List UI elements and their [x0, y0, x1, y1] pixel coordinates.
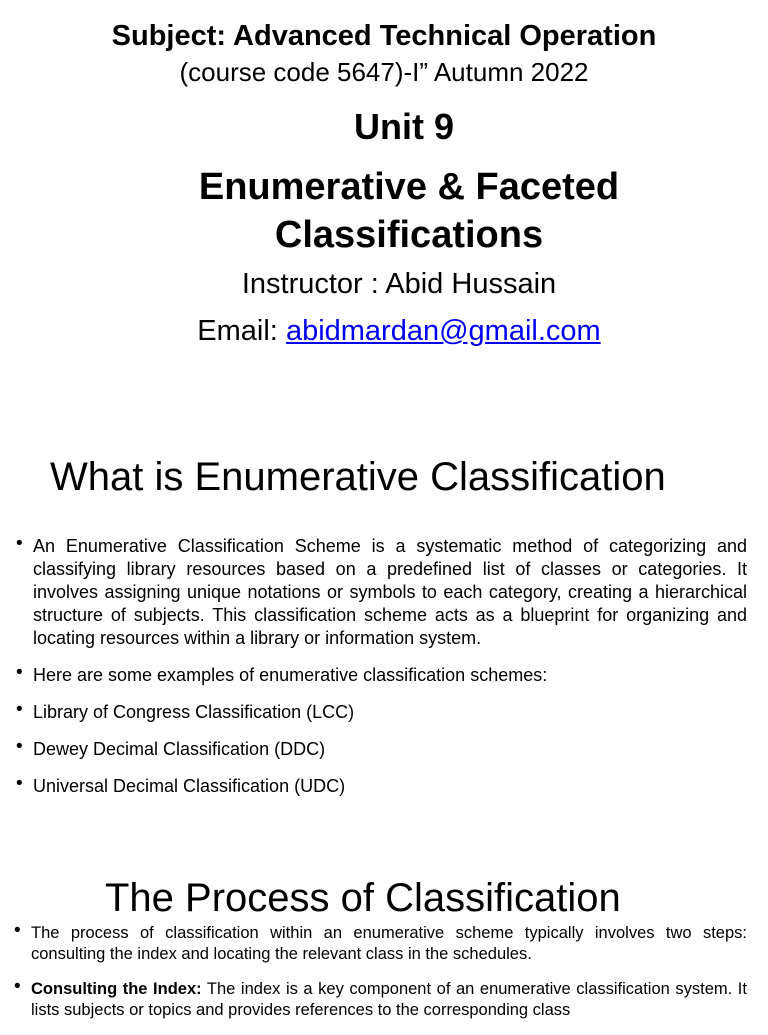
- title-line-2: Classifications: [274, 214, 544, 256]
- list-item: • Dewey Decimal Classification (DDC): [33, 738, 747, 761]
- email-link[interactable]: abidmardan@gmail.com: [285, 315, 601, 347]
- title-line-1: Enumerative & Faceted: [198, 166, 620, 208]
- list-item: [31, 979, 747, 1021]
- email-line: [15, 315, 768, 348]
- section-heading-enumerative: What is Enumerative Classification: [50, 455, 666, 499]
- subject-heading: Subject: Advanced Technical Operation: [111, 20, 657, 52]
- bold-term: Consulting the Index:: [31, 980, 202, 998]
- list-item: • The process of classification within an enumerative scheme typically involves two steps: consulting the index and locating the relevant class in the schedules.: [31, 923, 747, 965]
- list-item: • An Enumerative Classification Scheme is a systematic method of categorizing and classifying library resources based on a predefined list of classes or categories. It involves assigning unique notations or symbols to each category, creating a hierarchical structure of subjects. This classification scheme acts as a blueprint for organizing and locating resources within a library or information system.: [33, 535, 747, 650]
- process-bullet-list: [31, 923, 747, 1035]
- page-title: [25, 163, 768, 259]
- unit-title: Unit 9: [353, 106, 454, 147]
- list-item: • Universal Decimal Classification (UDC): [33, 775, 747, 798]
- email-label: Email:: [197, 315, 286, 347]
- enumerative-bullet-list: [33, 535, 747, 812]
- section-heading-process: The Process of Classification: [105, 876, 621, 920]
- course-code: (course code 5647)-I” Autumn 2022: [179, 57, 589, 87]
- term-description: The index is a key component of an enumerative classification system. It lists subjects or topics and provides references to the corresponding class: [31, 980, 747, 1019]
- list-item: • Library of Congress Classification (LCC): [33, 701, 747, 724]
- list-item: • Here are some examples of enumerative classification schemes:: [33, 664, 747, 687]
- instructor-line: Instructor : Abid Hussain: [241, 268, 557, 300]
